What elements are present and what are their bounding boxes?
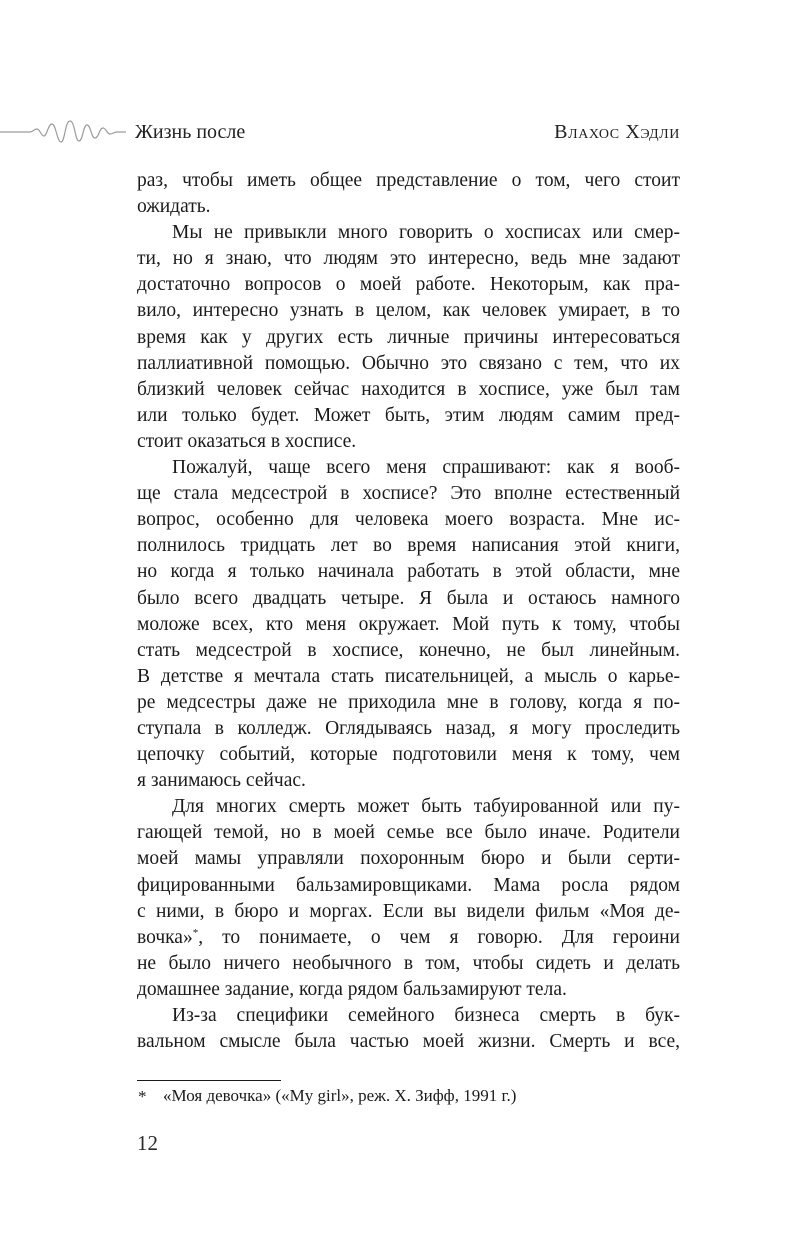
text-line: фицированными бальзамировщиками. Мама росла рядом — [137, 874, 680, 896]
text-line-with-footnote — [137, 925, 680, 951]
text-line: Мы не привыкли много говорить о хосписах или смер- — [172, 222, 680, 244]
text-line: вопрос, особенно для человека моего возраста. Мне ис- — [137, 509, 680, 531]
text-line: паллиативной помощью. Обычно это связано с тем, что их — [137, 352, 680, 374]
text-line: В детстве я мечтала стать писательницей, а мысль о карье- — [137, 665, 680, 687]
text-line: достаточно вопросов о моей работе. Некоторым, как пра- — [137, 274, 680, 296]
footnote-separator — [137, 1080, 281, 1081]
running-header-author: Влахос Хэдли — [554, 121, 680, 143]
text-line: Пожалуй, чаще всего меня спрашивают: как я вооб- — [172, 457, 680, 479]
text-line: не было ничего необычного в том, чтобы сидеть и делать — [137, 952, 680, 974]
text-line: цепочку событий, которые подготовили меня к тому, чем — [137, 744, 680, 766]
text-line: ступала в колледж. Оглядываясь назад, я могу проследить — [137, 717, 680, 739]
body-text — [137, 168, 680, 1055]
text-line: домашнее задание, когда рядом бальзамируют тела. — [137, 978, 567, 1000]
text-line: я занимаюсь сейчас. — [137, 770, 306, 792]
text-line: ре медсестры даже не приходила мне в голову, когда я по- — [137, 691, 680, 713]
footnote-mark: * — [138, 1087, 147, 1106]
text-line: ще стала медсестрой в хосписе? Это вполне естественный — [137, 483, 680, 505]
text-fragment: , то понимаете, о чем я говорю. Для героини — [198, 926, 680, 948]
running-header-title: Жизнь после — [135, 121, 246, 143]
text-line: вальном смысле была частью моей жизни. Смерть и все, — [137, 1031, 680, 1053]
text-line: ти, но я знаю, что людям это интересно, ведь мне задают — [137, 248, 680, 270]
text-line: моложе всех, кто меня окружает. Мой путь к тому, чтобы — [137, 613, 680, 635]
text-line: раз, чтобы иметь общее представление о том, чего стоит — [137, 170, 680, 191]
text-line: близкий человек сейчас находится в хосписе, уже был там — [137, 378, 680, 400]
footnote-reference-mark: * — [192, 926, 199, 939]
text-line: стать медсестрой в хосписе, конечно, не был линейным. — [137, 639, 680, 661]
text-line: или только будет. Может быть, этим людям самим пред- — [137, 404, 680, 426]
text-line: гающей темой, но в моей семье все было иначе. Родители — [137, 822, 680, 844]
text-line: время как у других есть личные причины интересоваться — [137, 326, 680, 348]
text-line: с ними, в бюро и моргах. Если вы видели фильм «Моя де- — [137, 900, 680, 922]
text-line: было всего двадцать четыре. Я была и остаюсь намного — [137, 587, 680, 609]
footnote-text: «Моя девочка» («My girl», реж. Х. Зифф, 1991 г.) — [163, 1086, 517, 1105]
text-line: моей мамы управляли похоронным бюро и были серти- — [137, 848, 680, 870]
page-number: 12 — [137, 1131, 158, 1155]
text-line: Из-за специфики семейного бизнеса смерть в бук- — [172, 1005, 680, 1026]
text-line: Для многих смерть может быть табуированной или пу- — [172, 796, 680, 818]
header-wave-ornament — [0, 117, 130, 147]
text-line: полнилось тридцать лет во время написания этой книги, — [137, 535, 680, 557]
text-line: но когда я только начинала работать в этой области, мне — [137, 561, 680, 583]
text-line: стоит оказаться в хосписе. — [137, 430, 357, 452]
text-line: вило, интересно узнать в целом, как человек умирает, в то — [137, 300, 680, 322]
text-fragment: вочка» — [137, 926, 193, 948]
text-line: ожидать. — [137, 196, 211, 218]
